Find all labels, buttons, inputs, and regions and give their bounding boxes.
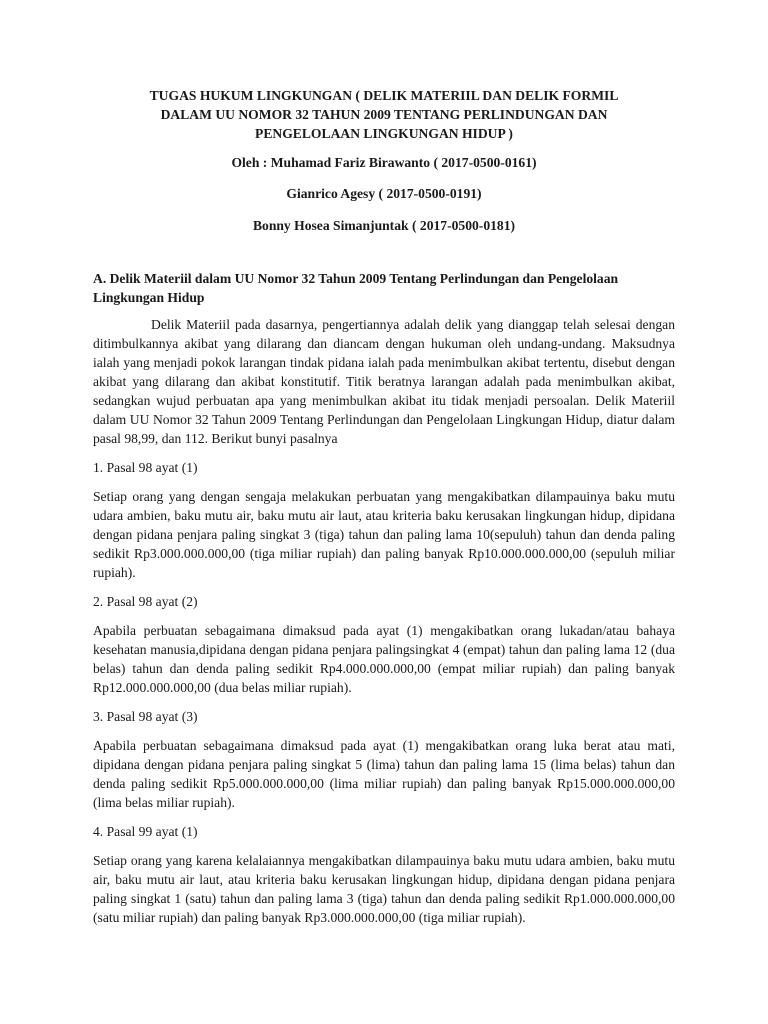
pasal-label: 3. Pasal 98 ayat (3): [93, 709, 198, 724]
title-line: TUGAS HUKUM LINGKUNGAN ( DELIK MATERIIL DAN DELIK FORMIL: [149, 88, 619, 103]
pasal-label: 4. Pasal 99 ayat (1): [93, 824, 198, 839]
intro-paragraph: Delik Materiil pada dasarnya, pengertiannya adalah delik yang dianggap telah selesai dengan ditimbulkannya akibat yang dilarang dan diancam dengan hukuman oleh undang-undang. Maksudnya ialah yang menjadi pokok larangan tindak pidana ialah pada menimbulkan akibat tertentu, disebut dengan akibat yang dilarang dan akibat konstitutif. Titik beratnya larangan adalah pada menimbulkan akibat, sedangkan wujud perbuatan apa yang menimbulkan akibat itu tidak menjadi persoalan. Delik Materiil dalam UU Nomor 32 Tahun 2009 Tentang Perlindungan dan Pengelolaan Lingkungan Hidup, diatur dalam pasal 98,99, dan 112. Berikut bunyi pasalnya: [93, 317, 675, 446]
author-list: [93, 153, 675, 235]
author-line: Oleh : Muhamad Fariz Birawanto ( 2017-0500-0161): [231, 155, 537, 170]
title-line: PENGELOLAAN LINGKUNGAN HIDUP ): [255, 126, 513, 141]
author-line: Gianrico Agesy ( 2017-0500-0191): [286, 186, 482, 201]
section-a: [93, 269, 675, 927]
pasal-text: Apabila perbuatan sebagaimana dimaksud pada ayat (1) mengakibatkan orang lukadan/atau bahaya kesehatan manusia,dipidana dengan pidana penjara palingsingkat 4 (empat) tahun dan paling lama 12 (dua belas) tahun dan denda paling sedikit Rp4.000.000.000,00 (empat miliar rupiah) dan paling banyak Rp12.000.000.000,00 (dua belas miliar rupiah).: [93, 623, 675, 695]
document-page: [93, 86, 675, 927]
document-title: [93, 86, 675, 143]
pasal-label: 1. Pasal 98 ayat (1): [93, 460, 198, 475]
section-heading: A. Delik Materiil dalam UU Nomor 32 Tahun 2009 Tentang Perlindungan dan Pengelolaan Lingkungan Hidup: [93, 271, 619, 305]
pasal-text: Apabila perbuatan sebagaimana dimaksud pada ayat (1) mengakibatkan orang luka berat atau mati, dipidana dengan pidana penjara paling singkat 5 (lima) tahun dan paling lama 15 (lima belas) tahun dan denda paling sedikit Rp5.000.000.000,00 (lima miliar rupiah) dan paling banyak Rp15.000.000.000,00 (lima belas miliar rupiah).: [93, 738, 675, 810]
title-line: DALAM UU NOMOR 32 TAHUN 2009 TENTANG PERLINDUNGAN DAN: [160, 107, 608, 122]
pasal-label: 2. Pasal 98 ayat (2): [93, 594, 198, 609]
pasal-text: Setiap orang yang karena kelalaiannya mengakibatkan dilampauinya baku mutu udara ambien, baku mutu air, baku mutu air laut, atau kriteria baku kerusakan lingkungan hidup, dipidana dengan pidana penjara paling singkat 1 (satu) tahun dan paling lama 3 (tiga) tahun dan denda paling sedikit Rp1.000.000.000,00 (satu miliar rupiah) dan paling banyak Rp3.000.000.000,00 (tiga miliar rupiah).: [93, 853, 675, 925]
author-line: Bonny Hosea Simanjuntak ( 2017-0500-0181): [252, 218, 516, 233]
pasal-text: Setiap orang yang dengan sengaja melakukan perbuatan yang mengakibatkan dilampauinya baku mutu udara ambien, baku mutu air, baku mutu air laut, atau kriteria baku kerusakan lingkungan hidup, dipidana dengan pidana penjara paling singkat 3 (tiga) tahun dan paling lama 10(sepuluh) tahun dan denda paling sedikit Rp3.000.000.000,00 (tiga miliar rupiah) dan paling banyak Rp10.000.000.000,00 (sepuluh miliar rupiah).: [93, 489, 675, 580]
